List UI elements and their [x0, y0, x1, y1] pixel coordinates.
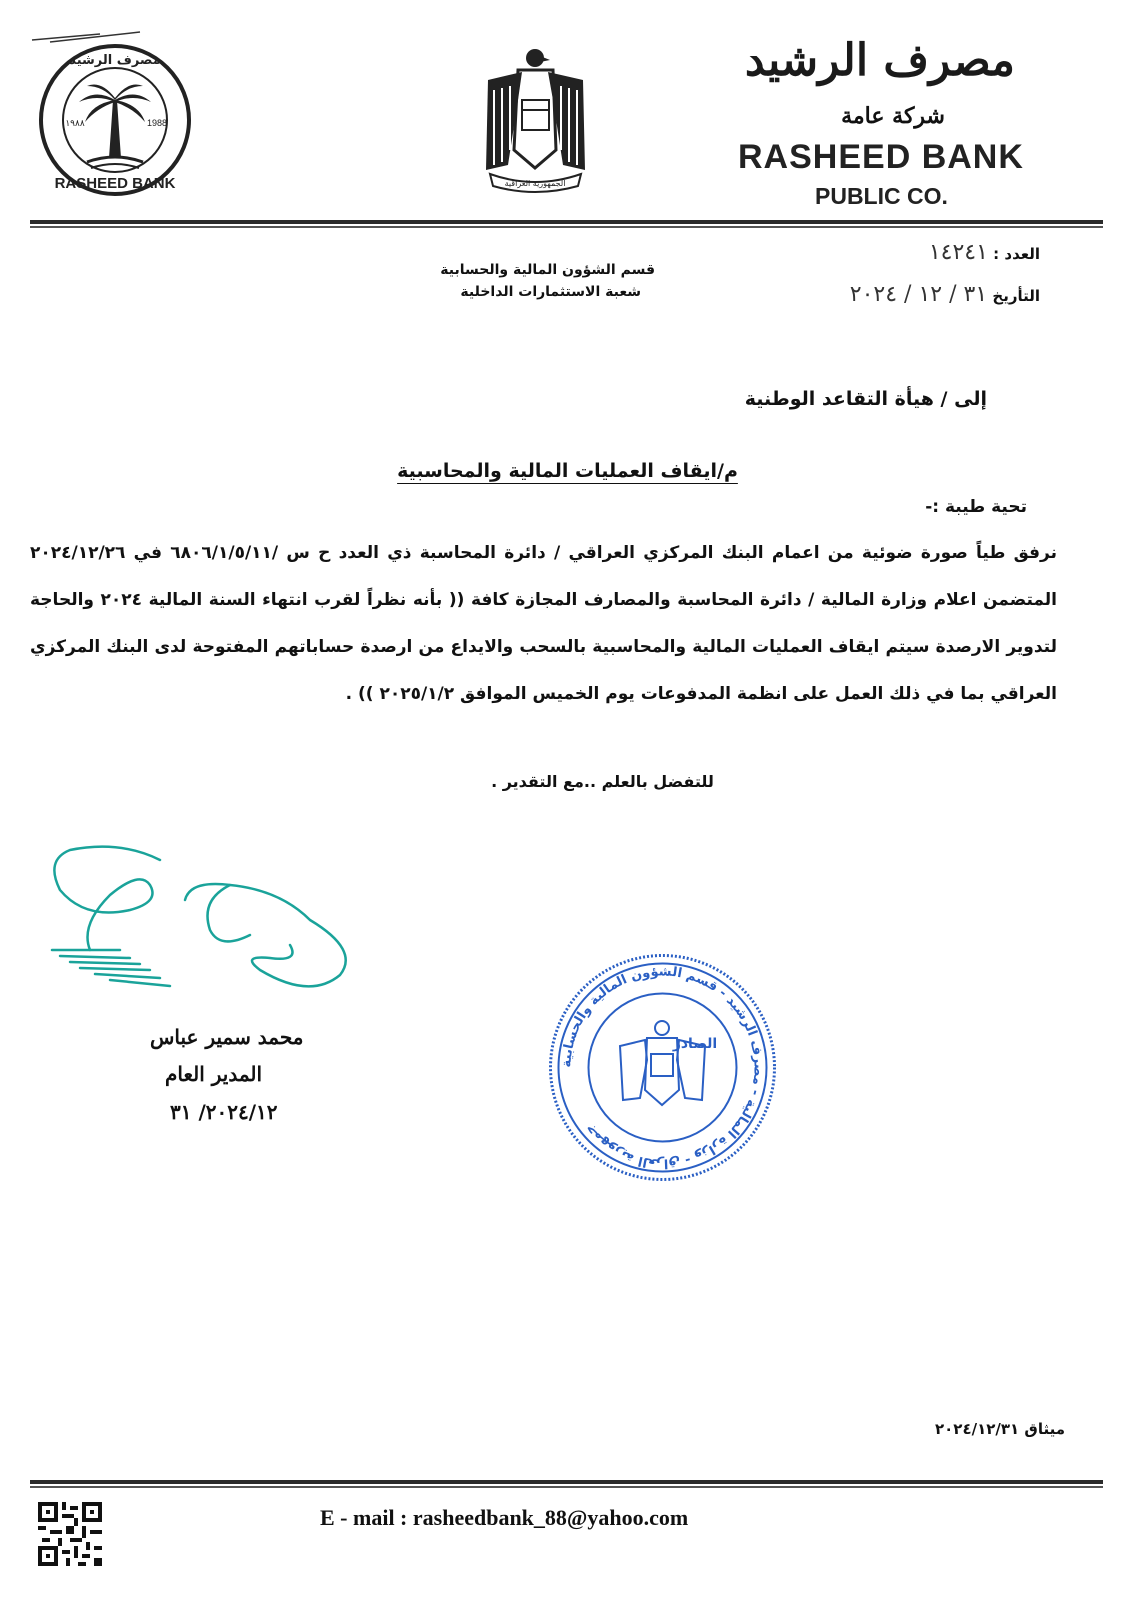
bank-name-arabic: مصرف الرشيد: [744, 35, 1015, 86]
bank-name-english: RASHEED BANK: [738, 138, 1024, 176]
recipient-line: إلى / هيأة التقاعد الوطنية: [744, 388, 987, 410]
reference-date-label: التأريخ: [992, 287, 1040, 305]
company-type-english: PUBLIC CO.: [815, 183, 948, 209]
signature-date: ٢٠٢٤/١٢/ ٣١: [170, 1100, 278, 1124]
eagle-emblem-icon: [478, 40, 593, 195]
logo-year-right: 1988: [146, 118, 168, 128]
logo-text: RASHEED BANK: [54, 175, 176, 192]
official-stamp: [545, 950, 780, 1185]
subject-text: م/ايقاف العمليات المالية والمحاسبية: [397, 460, 738, 482]
logo-scribble: [30, 28, 150, 48]
footer-divider-thin: [30, 1486, 1103, 1488]
reference-number: [923, 240, 1040, 265]
qr-code-icon: [38, 1502, 102, 1566]
ministry-stamp-icon: [545, 950, 780, 1185]
header-divider: [30, 220, 1103, 224]
iraq-emblem: [478, 40, 593, 195]
reference-number-label: العدد :: [993, 245, 1040, 263]
letter-body: نرفق طياً صورة ضوئية من اعمام البنك المركزي العراقي / دائرة المحاسبة ذي العدد ح س /٦٨٠٦/١/٥/١١ في ٢٠٢٤/١٢/٢٦ المتضمن اعلام وزارة المالية / دائرة المحاسبة والمصارف المجازة كافة (( بأنه نظراً لقرب انتهاء السنة المالية ٢٠٢٤ والحاجة لتدوير الارصدة سيتم ايقاف العمليات المالية والمحاسبية بالسحب والايداع من ارصدة حساباتهم المفتوحة لدى البنك المركزي العراقي بما في ذلك العمل على انظمة المدفوعات يوم الخميس الموافق ٢٠٢٥/١/٢ )) .: [30, 543, 1058, 704]
department-name: قسم الشؤون المالية والحسابية: [440, 262, 655, 278]
svg-text:جمهورية العراق - وزارة المالية: [559, 964, 765, 1170]
bank-logo-seal: [35, 40, 195, 200]
logo-year-left: ١٩٨٨: [65, 119, 85, 129]
footer-divider: [30, 1480, 1103, 1484]
qr-code[interactable]: [38, 1502, 102, 1566]
logo-arabic-text: مصرف الرشيد: [69, 53, 161, 68]
footer-email[interactable]: E - mail : rasheedbank_88@yahoo.com: [320, 1505, 689, 1530]
company-type-arabic: شركة عامة: [841, 103, 945, 129]
section-name: شعبة الاستثمارات الداخلية: [460, 284, 641, 300]
signatory-title: المدير العام: [165, 1062, 263, 1086]
stamp-outer-text: جمهورية العراق - وزارة المالية - مصرف الرشيد - قسم الشؤون المالية والحسابية: [559, 964, 766, 1171]
subject-line: [0, 460, 1135, 482]
reference-number-value: ١٤٢٤١: [928, 240, 988, 265]
emblem-caption: الجمهورية العراقية: [504, 179, 566, 188]
stamp-inner-text: الصادر: [672, 1036, 718, 1052]
palm-seal-icon: [35, 40, 195, 200]
greeting-line: تحية طيبة :-: [925, 497, 1027, 517]
handwritten-signature: [40, 840, 390, 1010]
reference-date-value: ٣١ / ١٢ / ٢٠٢٤: [849, 282, 988, 307]
signatory-name: محمد سمير عباس: [150, 1025, 304, 1049]
signature-scribble-icon: [40, 840, 390, 1010]
copy-date: ميثاق ٢٠٢٤/١٢/٣١: [934, 1420, 1065, 1438]
reference-date: [844, 282, 1040, 307]
header-divider-thin: [30, 226, 1103, 228]
closing-line: للتفضل بالعلم ..مع التقدير .: [491, 772, 714, 791]
